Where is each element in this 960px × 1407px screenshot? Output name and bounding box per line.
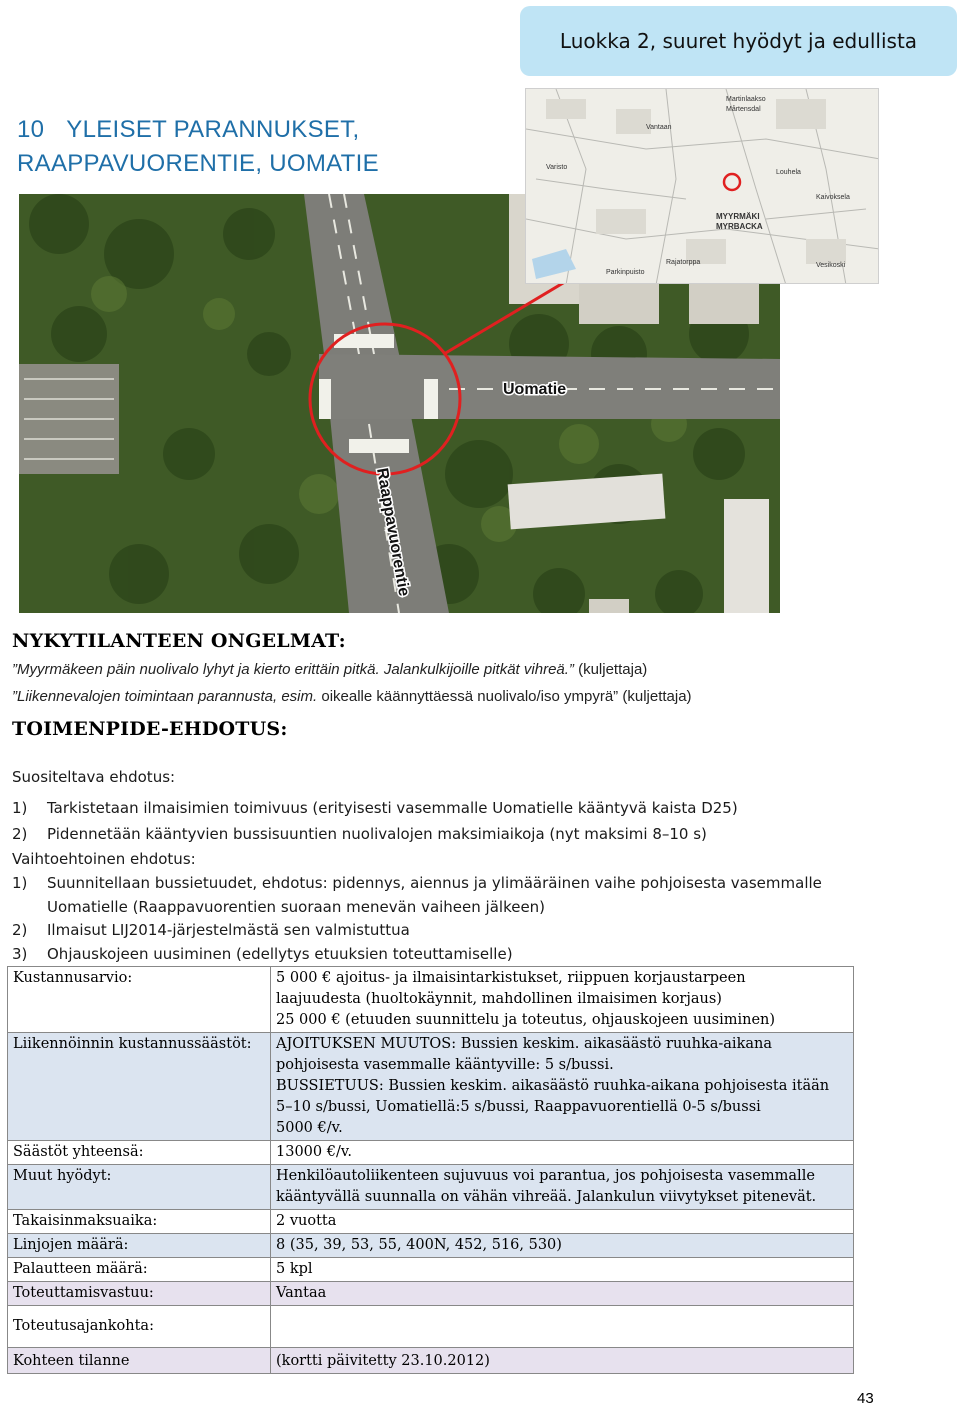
- timing-label: Toteutusajankohta:: [8, 1306, 271, 1348]
- lines-label: Linjojen määrä:: [8, 1234, 271, 1258]
- other-line: kääntyvällä suunnalla on vähän vihreää. Jalankulun viivytykset pitenevät.: [276, 1189, 817, 1205]
- other-benefits-value: [271, 1165, 854, 1210]
- map-label-3: Kaivoksela: [816, 194, 850, 201]
- category-label: Luokka 2, suuret hyödyt ja edullista: [559, 29, 918, 53]
- alternative-label: Vaihtoehtoinen ehdotus:: [12, 850, 196, 868]
- inset-map: [525, 88, 879, 284]
- cost-label: Kustannusarvio:: [8, 967, 271, 1033]
- page-title-line-1: [17, 116, 360, 144]
- item-number: 2): [12, 825, 28, 843]
- table-row-other: [8, 1165, 854, 1210]
- savings-line: AJOITUKSEN MUUTOS: Bussien keskim. aikasäästö ruuhka-aikana: [276, 1036, 772, 1052]
- feedback-label: Palautteen määrä:: [8, 1258, 271, 1282]
- alternative-item-3: [12, 945, 513, 963]
- page-number: 43: [857, 1390, 874, 1407]
- item-number: 3): [12, 945, 28, 963]
- responsible-label: Toteuttamisvastuu:: [8, 1282, 271, 1306]
- map-label-myyrmaki: MYYRMÄKI: [716, 212, 760, 221]
- item-text: Pidennetään kääntyvien bussisuuntien nuolivalojen maksimiaikoja (nyt maksimi 8–10 s): [47, 825, 707, 843]
- savings-line: 5000 €/v.: [276, 1120, 343, 1136]
- cost-line: laajuudesta (huoltokäynnit, mahdollinen ilmaisimen korjaus): [276, 991, 722, 1007]
- cost-line: 5 000 € ajoitus- ja ilmaisintarkistukset, riippuen korjaustarpeen: [276, 970, 746, 986]
- cost-value: [271, 967, 854, 1033]
- status-label: Kohteen tilanne: [8, 1348, 271, 1374]
- problem-quote-2: [12, 688, 692, 705]
- savings-line: BUSSIETUUS: Bussien keskim. aikasäästö ruuhka-aikana pohjoisesta itään: [276, 1078, 830, 1094]
- category-badge: [520, 6, 957, 76]
- map-label-2: Louhela: [776, 169, 801, 176]
- item-text: Ilmaisut LIJ2014-järjestelmästä sen valmistuttua: [47, 921, 410, 939]
- item-number: 1): [12, 799, 28, 817]
- payback-value: 2 vuotta: [271, 1210, 854, 1234]
- map-label-martensdal: Mårtensdal: [726, 106, 761, 113]
- problem-quote-2-text-b: oikealle käännyttäessä nuolivalo/iso ympyrä”: [317, 688, 619, 705]
- table-row-feedback: [8, 1258, 854, 1282]
- inset-map-drawing: [526, 89, 879, 284]
- table-row-lines: [8, 1234, 854, 1258]
- table-row-status: [8, 1348, 854, 1374]
- savings-line: 5–10 s/bussi, Uomatiellä:5 s/bussi, Raappavuorentiellä 0-5 s/bussi: [276, 1099, 761, 1115]
- map-label-martinlaakso: Martinlaakso: [726, 96, 766, 103]
- map-label-5: Rajatorppa: [666, 259, 701, 266]
- problems-heading: NYKYTILANTEEN ONGELMAT:: [12, 630, 346, 652]
- problem-quote-1-text: ”Myyrmäkeen päin nuolivalo lyhyt ja kierto erittäin pitkä. Jalankulkijoille pitkät vihreä.”: [12, 661, 574, 678]
- savings-value: [271, 1033, 854, 1141]
- total-value: 13000 €/v.: [271, 1141, 854, 1165]
- recommended-item-1: [12, 799, 738, 817]
- table-row-payback: [8, 1210, 854, 1234]
- alternative-item-1-cont: Uomatielle (Raappavuorentien suoraan menevän vaiheen jälkeen): [47, 898, 546, 916]
- table-row-savings: [8, 1033, 854, 1141]
- table-row-total: [8, 1141, 854, 1165]
- savings-line: pohjoisesta vasemmalle kääntyville: 5 s/bussi.: [276, 1057, 614, 1073]
- uomatie-label: Uomatie: [503, 381, 567, 398]
- table-row-cost: [8, 967, 854, 1033]
- problem-quote-1-source: (kuljettaja): [573, 661, 648, 678]
- page-title-line-2: [17, 150, 379, 178]
- map-label-myrbacka: MYRBACKA: [716, 222, 763, 231]
- alternative-item-2: [12, 921, 410, 939]
- raappavuorentie-label: Raappavuorentie: [373, 466, 413, 598]
- map-label-4: Parkinpuisto: [606, 269, 645, 276]
- map-label-1: Vantaan: [646, 124, 672, 131]
- responsible-value: Vantaa: [271, 1282, 854, 1306]
- payback-label: Takaisinmaksuaika:: [8, 1210, 271, 1234]
- lines-value: 8 (35, 39, 53, 55, 400N, 452, 516, 530): [271, 1234, 854, 1258]
- item-number: 2): [12, 921, 28, 939]
- problem-quote-2-source: (kuljettaja): [618, 688, 692, 705]
- other-line: Henkilöautoliikenteen sujuvuus voi parantua, jos pohjoisesta vasemmalle: [276, 1168, 815, 1184]
- map-label-6: Vesikoski: [816, 262, 846, 269]
- title-number: 10: [17, 116, 45, 143]
- item-text: Suunnitellaan bussietuudet, ehdotus: pidennys, aiennus ja ylimääräinen vaihe pohjoisesta vasemmalle: [47, 874, 822, 892]
- item-text: Ohjauskojeen uusiminen (edellytys etuuksien toteuttamiselle): [47, 945, 513, 963]
- cost-line: 25 000 € (etuuden suunnittelu ja toteutus, ohjauskojeen uusiminen): [276, 1012, 776, 1028]
- recommended-label: Suositeltava ehdotus:: [12, 768, 176, 786]
- status-value: (kortti päivitetty 23.10.2012): [271, 1348, 854, 1374]
- problem-quote-2-text: ”Liikennevalojen toimintaan parannusta, esim.: [12, 688, 318, 705]
- feedback-value: 5 kpl: [271, 1258, 854, 1282]
- title-text-2: RAAPPAVUORENTIE, UOMATIE: [17, 150, 379, 177]
- savings-label: Liikennöinnin kustannussäästöt:: [8, 1033, 271, 1141]
- table-row-responsible: [8, 1282, 854, 1306]
- project-info-table: [7, 966, 854, 1374]
- item-text: Tarkistetaan ilmaisimien toimivuus (erityisesti vasemmalle Uomatielle kääntyvä kaista D25): [47, 799, 738, 817]
- table-row-timing: [8, 1306, 854, 1348]
- alternative-item-1: [12, 874, 822, 892]
- problem-quote-1: [12, 661, 647, 678]
- total-label: Säästöt yhteensä:: [8, 1141, 271, 1165]
- item-number: 1): [12, 874, 28, 892]
- title-text-1: YLEISET PARANNUKSET,: [66, 116, 360, 143]
- measures-heading: TOIMENPIDE-EHDOTUS:: [12, 718, 288, 740]
- recommended-item-2: [12, 825, 707, 843]
- timing-value: [271, 1306, 854, 1348]
- other-benefits-label: Muut hyödyt:: [8, 1165, 271, 1210]
- map-label-0: Varisto: [546, 164, 568, 171]
